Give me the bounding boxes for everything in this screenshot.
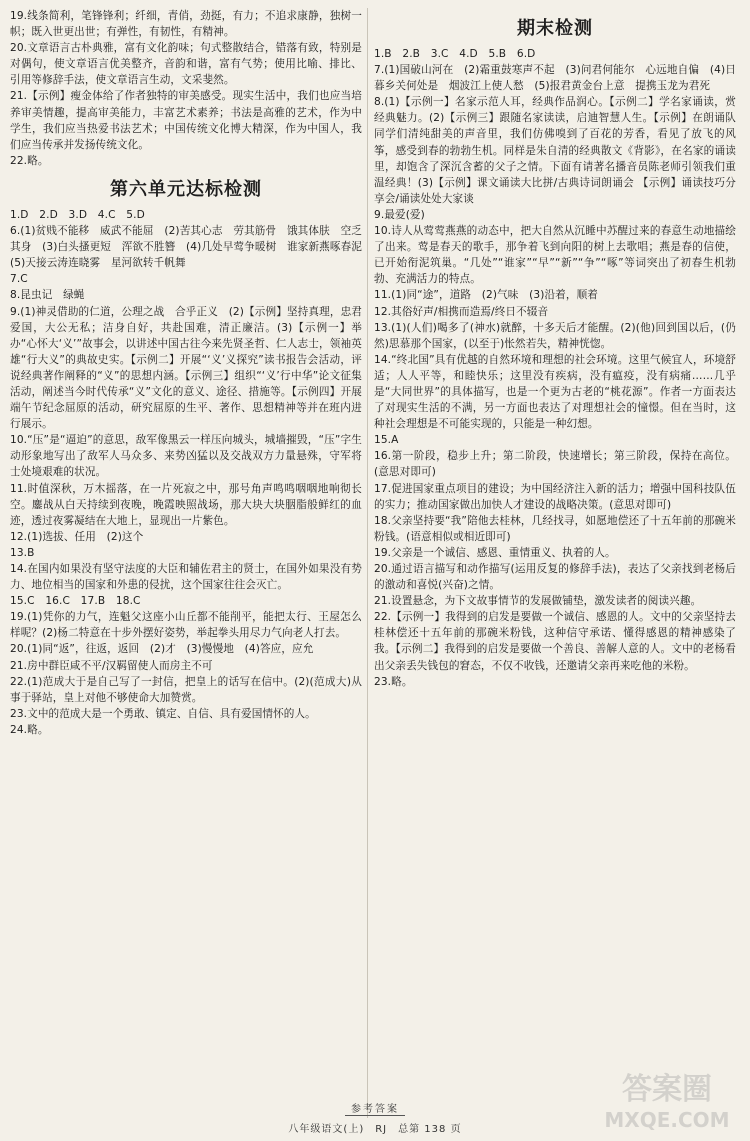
answer-item-unit6-17: 24.略。: [10, 723, 49, 736]
unit-six-heading: 第六单元达标检测: [110, 178, 262, 200]
answer-item-final-3: 8.(1)【示例一】名家示范人耳，经典作品润心。【示例二】学名家诵读，赏经典魅力。(2)【示例三】跟随名家读读，启迪智慧人生。【示例】在朗诵队同学们清纯甜美的声音里，我们仿佛嗅到了百花的芳香，看见了放飞的风筝，感受到春的勃勃生机。同样是朱自清的经典散文《背影》，在名家的诵读里，却饱含了深沉含蓄的父子之情。下面有请著名播音员陈老师引领我们重温经典！(3)【示例】课文诵读大比拼/古典诗词朗诵会 【示例】诵读技巧分享会/诵读处处大家谈: [374, 96, 736, 205]
column-divider: [367, 8, 368, 1118]
answer-item-unit6-10: 14.在国内如果没有坚守法度的大臣和辅佐君主的贤士，在国外如果没有势力、地位相当的国家和外患的侵扰，这个国家往往会灭亡。: [10, 563, 362, 592]
answer-item-final-2: 7.(1)国破山河在 (2)霜重鼓寒声不起 (3)问君何能尔 心远地自偏 (4)日暮乡关何处是 烟波江上使人愁 (5)报君黄金台上意 提携玉龙为君死: [374, 64, 736, 93]
answer-item-final-17: 22.【示例一】我得到的启发是要做一个诚信、感恩的人。文中的父亲坚持去桂林偿还十五年前的那碗米粉钱，这种信守承诺、懂得感恩的精神感染了我。【示例二】我得到的启发是要做一个善良、善解人意的人。文中的老杨看出父亲丢失钱包的窘态，不仅不收钱，还邀请父亲再来吃他的米粉。: [374, 611, 736, 672]
answer-item-unit6-15: 22.(1)范成大于是自己写了一封信，把皇上的话写在信中。(2)(范成大)从事于驿站，皇上对他不够使命大加赞赏。: [10, 675, 362, 704]
watermark-text-bottom: MXQE.COM: [604, 1108, 730, 1132]
answer-item-final-8: 13.(1)(人们)喝多了(神水)就醉，十多天后才能醒。(2)(他)回到国以后，(仍然)思慕那个国家，(以至于)怅然若失，精神恍惚。: [374, 321, 736, 350]
answer-item-final-13: 18.父亲坚持要“我”陪他去桂林，几经找寻，如愿地偿还了十五年前的那碗米粉钱。(语意相似或相近即可): [374, 514, 736, 543]
answer-item-unit6-3: 7.C: [10, 273, 28, 286]
answer-item-top-4: 22.略。: [10, 154, 49, 167]
left-bottom-items: [10, 207, 373, 738]
left-column: [10, 8, 373, 738]
watermark-logo-icon: [592, 1065, 742, 1135]
answer-item-unit6-12: 19.(1)凭你的力气，连魁父这座小山丘都不能削平，能把太行、王屋怎么样呢？(2)杨二特意在十步外摆好姿势，举起拳头用尽力气向老人打去。: [10, 611, 362, 640]
answer-item-top-2: 20.文章语言古朴典雅，富有文化韵味；句式整散结合，错落有致，特别是对偶句，使文章语言优美整齐，音韵和谐，富有气势；使用比喻、排比、引用等修辞手法，使文章语言生动，文采斐然。: [10, 42, 362, 87]
answer-item-unit6-11: 15.C 16.C 17.B 18.C: [10, 595, 141, 608]
answer-item-unit6-16: 23.文中的范成大是一个勇敢、镇定、自信、具有爱国情怀的人。: [10, 707, 316, 720]
answer-item-unit6-6: 10.“压”是“逼迫”的意思，敌军像黑云一样压向城头，城墙摧毁，“压”字生动形象地写出了敌军人马众多、来势凶猛以及交战双方力量悬殊，守军将士处境艰难的状况。: [10, 434, 362, 479]
answer-item-unit6-13: 20.(1)同“返”，往返，返回 (2)才 (3)慢慢地 (4)答应，应允: [10, 643, 314, 656]
answer-item-final-12: 17.促进国家重点项目的建设；为中国经济注入新的活力；增强中国科技队伍的实力；推动国家做出加快人才建设的战略决策。(意思对即可): [374, 482, 736, 511]
answer-item-final-18: 23.略。: [374, 675, 413, 688]
answer-item-final-16: 21.设置悬念，为下文故事情节的发展做铺垫，激发读者的阅读兴趣。: [374, 595, 702, 608]
answer-item-unit6-2: 6.(1)贫贱不能移 威武不能屈 (2)苦其心志 劳其筋骨 饿其体肤 空乏其身 (3)白头搔更短 浑欲不胜簪 (4)几处早莺争暖树 谁家新燕啄春泥 (5)天接云涛连晓雾 星河欲转千帆舞: [10, 225, 373, 270]
answer-item-unit6-7: 11.时值深秋，万木摇落，在一片死寂之中，那号角声鸣鸣咽咽地响彻长空。鏖战从白天持续到夜晚，晚霞映照战场，那大块大块胭脂般鲜红的血迹，透过夜雾凝结在大地上，显现出一片紫色。: [10, 482, 362, 527]
left-top-items: [10, 8, 362, 169]
watermark-text-top: 答案圈: [622, 1072, 712, 1107]
answer-item-unit6-5: 9.(1)神灵借助的仁道，公理之战 合乎正义 (2)【示例】坚持真理，忠君爱国，大公无私；洁身自好，共赴国难，清正廉洁。(3)【示例一】举办“心怀大‘义’”故事会，以讲述中国古往今来先贤圣哲、仁人志士，领袖英雄“行大义”的典故史实。【示例二】开展“‘义’义探究”读书报告会活动，评说经典著作阐释的“义”的思想内涵。【示例三】组织“‘义’行中华”论文征集活动，阐述当今时代传承“义”文化的意义、途径、措施等。【示例四】开展端午节纪念屈原的活动，研究屈原的生平、著作、思想精神等并在班内进行展示。: [10, 305, 362, 431]
answer-item-unit6-1: 1.D 2.D 3.D 4.C 5.D: [10, 208, 145, 221]
answer-item-unit6-8: 12.(1)选拔、任用 (2)这个: [10, 530, 144, 543]
answer-item-final-4: 9.最爱(爱): [374, 208, 425, 221]
answer-item-final-9: 14.“终北国”具有优越的自然环境和理想的社会环境。这里气候宜人，环境舒适；人人平等，和睦快乐；这里没有疾病，没有瘟疫，没有病痛……几乎是“大同世界”的具体描写，也是一个更为古老的“桃花源”。作者一方面表达了对现实生活的不满，另一方面也表达了对理想社会的憧憬。但在当时，这种社会理想是不可能实现的，只能是一种幻想。: [374, 353, 736, 431]
answer-item-unit6-14: 21.房中群臣咸不平/汉羁留使人而房主不可: [10, 659, 213, 672]
answer-item-final-14: 19.父亲是一个诚信、感恩、重情重义、执着的人。: [374, 546, 616, 559]
footer-page-info: 八年级语文(上) RJ 总第 138 页: [288, 1124, 462, 1135]
right-column: [374, 8, 736, 690]
site-watermark-logo: [592, 1065, 742, 1135]
answer-item-final-6: 11.(1)同“途”，道路 (2)气味 (3)沿着，顺着: [374, 289, 598, 302]
answer-item-final-5: 10.诗人从莺莺燕燕的动态中，把大自然从沉睡中苏醒过来的春意生动地描绘了出来。莺是春天的歌手，那争着飞到向阳的树上去歌唱；燕是春的信使，已开始衔泥筑巢。“几处”“谁家”“早”“新”“争”“啄”等词突出了初春生机勃勃、充满活力的特点。: [374, 225, 736, 286]
answer-item-final-11: 16.第一阶段，稳步上升；第二阶段，快速增长；第三阶段，保持在高位。(意思对即可): [374, 450, 736, 479]
answer-item-final-7: 12.其俗好声/相携而造焉/终日不辍音: [374, 305, 549, 318]
answer-item-final-1: 1.B 2.B 3.C 4.D 5.B 6.D: [374, 48, 536, 60]
answer-item-top-1: 19.线条简利，笔锋锋利；纤细，青俏，劲挺，有力；不追求康静，独树一帜；既入世更出世；有弹性，有韧性，有精神。: [10, 10, 362, 39]
answer-item-unit6-9: 13.B: [10, 546, 35, 559]
footer-title: 参考答案: [345, 1100, 405, 1116]
answer-item-final-15: 20.通过语言描写和动作描写(运用反复的修辞手法)，表达了父亲找到老杨后的激动和喜悦(兴奋)之情。: [374, 563, 736, 592]
right-items: [374, 46, 736, 690]
answer-item-final-10: 15.A: [374, 434, 399, 447]
final-exam-heading: 期末检测: [517, 18, 593, 39]
answer-item-unit6-4: 8.昆虫记 绿蝇: [10, 289, 85, 302]
answer-item-top-3: 21.【示例】瘦金体给了作者独特的审美感受。现实生活中，我们也应当培养审美情趣，提高审美能力，丰富艺术素养；书法是高雅的艺术，作为中学生，我们应当热爱书法艺术；中国传统文化博大精深，作为中国人，我们应当传承并发扬传统文化。: [10, 90, 362, 151]
